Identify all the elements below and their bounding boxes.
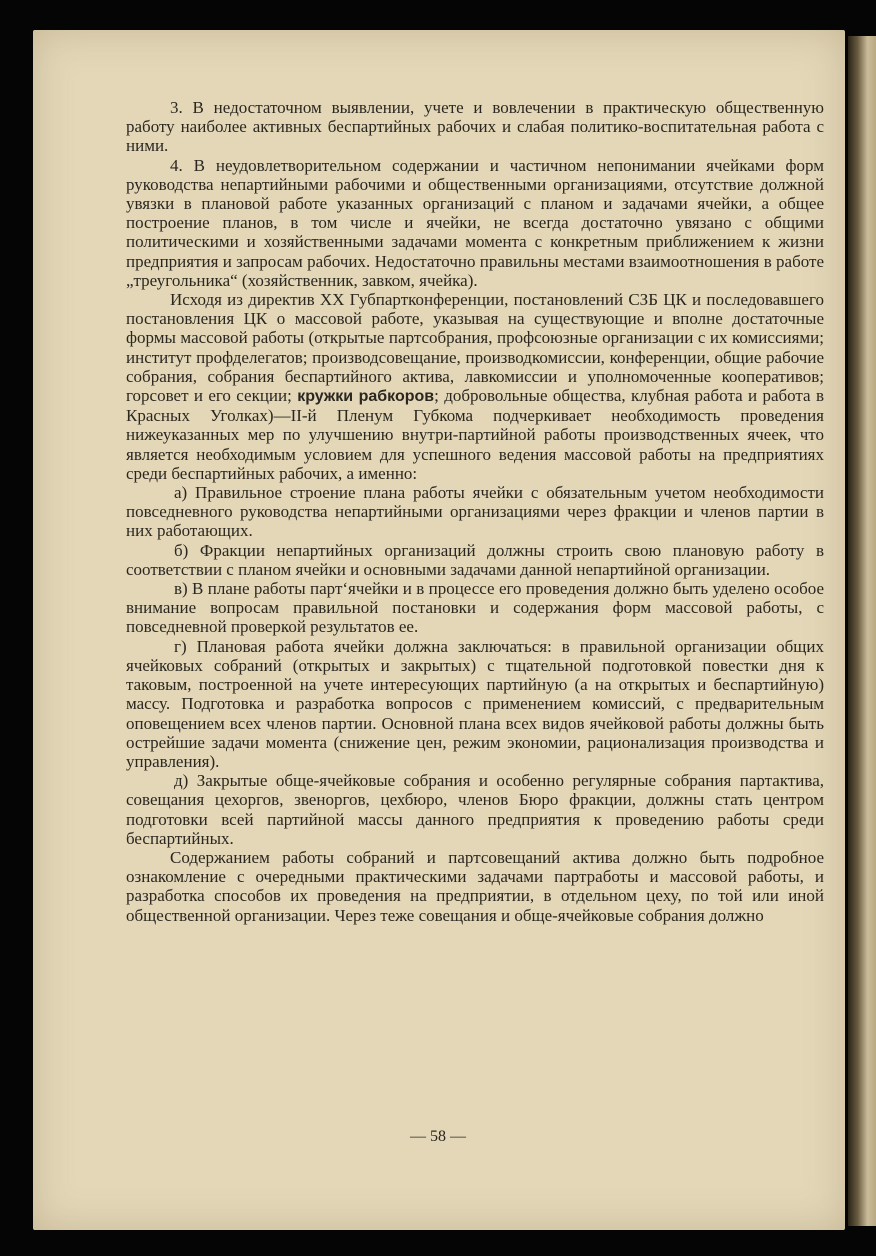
adjacent-page-edge bbox=[848, 36, 876, 1226]
paragraph-directives-part-2: ; добровольные общества, клубная работа и работа в Красных Уголках)—II-й Пленум Губкома подчеркивает необходимость проведения нижеуказанных мер по улучшению внутри-партийной работы производственных ячеек, что является необходимым условием для успешного ведения массовой работы на предприятиях среди беспартийных рабочих, а именно: bbox=[126, 386, 824, 483]
paragraph-directives bbox=[126, 290, 824, 483]
page-number: — 58 — bbox=[410, 1128, 466, 1145]
paragraph-content: Содержанием работы собраний и партсовещаний актива должно быть подробное ознакомление с очередными практическими задачами партработы и массовой работы, и разработка способов их проведения на предприятии, в отдельном цеху, по той или иной общественной организации. Через теже совещания и обще-ячейковые собрания должно bbox=[126, 847, 824, 925]
body-text bbox=[126, 98, 824, 925]
list-item-v: в) В плане работы парт‘ячейки и в процессе его проведения должно быть уделено особое внимание вопросам правильной постановки и содержания форм массовой работы, с повседневной проверкой результатов ее. bbox=[126, 579, 824, 637]
paragraph-point-4: 4. В неудовлетворительном содержании и частичном непонимании ячейками форм руководства непартийными рабочими и общественными организациями, отсутствие должной увязки в плановой работе указанных организаций с планом и задачами ячейки, а общее построение планов, в том числе и ячейки, не всегда достаточно увязано с общими политическими и хозяйственными задачами момента с конкретным приближением к жизни предприятия и запросам рабочих. Недостаточно правильны местами взаимоотношения в работе „треугольника“ (хозяйственник, завком, ячейка). bbox=[126, 155, 824, 290]
bold-phrase: кружки рабкоров bbox=[297, 388, 435, 406]
list-item-b: б) Фракции непартийных организаций должны строить свою плановую работу в соответствии с планом ячейки и основными задачами данной непартийной организации. bbox=[126, 540, 824, 579]
list-item-a: а) Правильное строение плана работы ячейки с обязательным учетом необходимости повседневного руководства непартийными организациями через фракции и членов партии в них работающих. bbox=[126, 483, 824, 541]
list-item-d: д) Закрытые обще-ячейковые собрания и особенно регулярные собрания партактива, совещания цехоргов, звеноргов, цехбюро, членов Бюро фракции, должны стать центром подготовки всей партийной массы данного предприятия к проведению работы среди беспартийных. bbox=[126, 771, 824, 848]
list-item-g: г) Плановая работа ячейки должна заключаться: в правильной организации общих ячейковых собраний (открытых и закрытых) с тщательной подготовкой повестки дня к таковым, построенной на учете интересующих партийную (а на открытых и беспартийную) массу. Подготовка и разработка вопросов с применением комиссий, с предварительным оповещением всех членов партии. Основной плана всех видов ячейковой работы должны быть острейшие задачи момента (снижение цен, режим экономии, рационализация производства и управления). bbox=[126, 636, 824, 771]
page-text-block bbox=[126, 98, 824, 925]
paragraph-directives-part-1: Исходя из директив XX Губпартконференции, постановлений СЗБ ЦК и последовавшего постановления ЦК о массовой работе, указывая на существующие и вполне достаточные формы массовой работы (открытые партсобрания, профсоюзные организации с их комиссиями; институт профделегатов; производсовещание, производкомиссии, конференции, общие рабочие собрания, собрания беспартийного актива, лавкомиссии и уполномоченные кооперативов; горсовет и его секции; bbox=[126, 290, 824, 406]
paragraph-point-3: 3. В недостаточном выявлении, учете и вовлечении в практическую общественную работу наиболее активных беспартийных рабочих и слабая политико-воспитательная работа с ними. bbox=[126, 98, 824, 156]
